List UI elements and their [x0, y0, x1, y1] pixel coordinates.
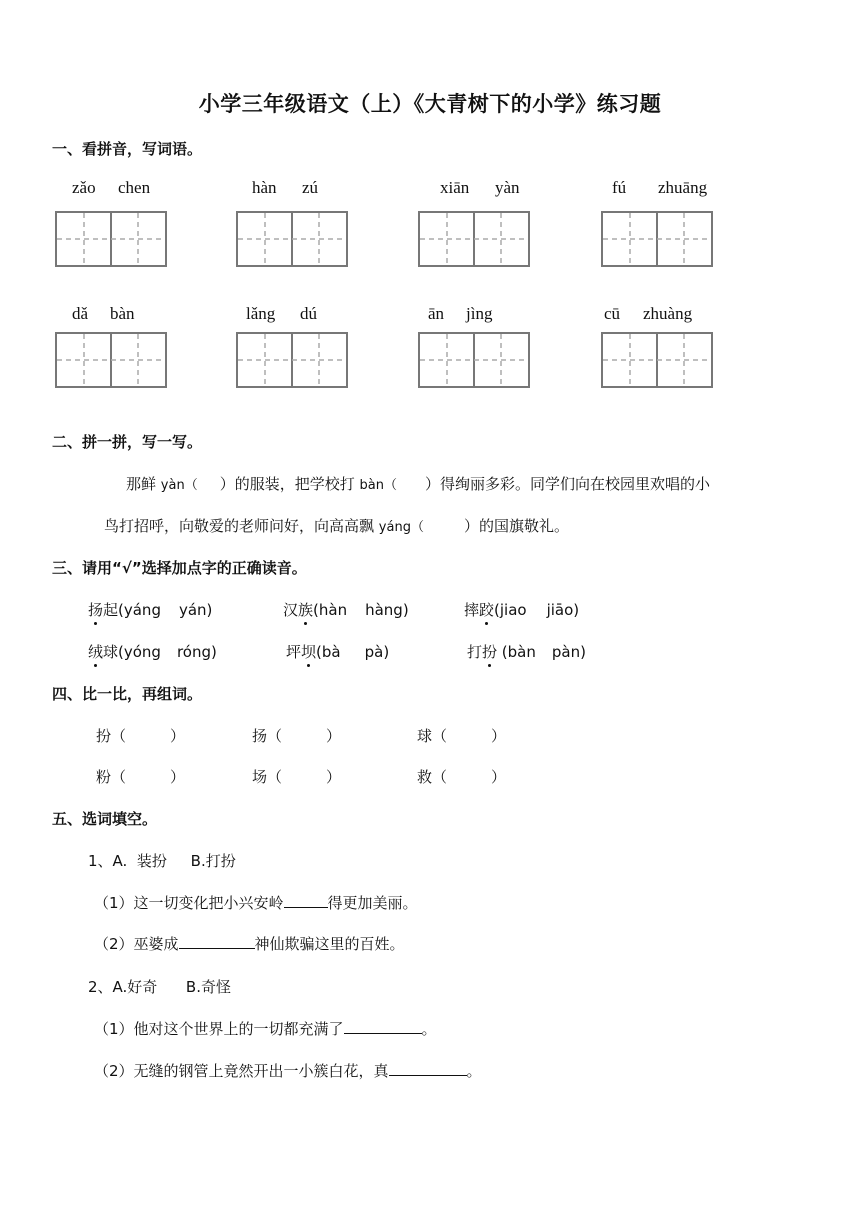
- reading-choice: [283, 599, 409, 620]
- grid-guides: [420, 334, 528, 386]
- option-1[interactable]: 起(yáng: [103, 601, 161, 619]
- paragraph-line-2: [104, 515, 569, 536]
- section-5-heading: 五、选词填空。: [52, 810, 158, 828]
- option-2[interactable]: jiāo): [546, 601, 580, 619]
- pinyin-prompt: bàn（: [359, 478, 397, 493]
- compare-item: [417, 725, 506, 746]
- reading-choice: [467, 641, 586, 662]
- pinyin-8b: zhuàng: [643, 304, 693, 323]
- dotted-char: 族: [298, 601, 314, 619]
- question-text: （1）他对这个世界上的一切都充满了: [94, 1020, 344, 1038]
- pinyin-1b: chen: [118, 178, 151, 197]
- char: 坪: [286, 643, 302, 661]
- pinyin-3a: xiān: [440, 178, 470, 197]
- paren-open: （: [432, 768, 448, 786]
- page-title: 小学三年级语文（上）《大青树下的小学》练习题: [198, 92, 662, 116]
- question-1-1: [94, 892, 418, 913]
- writing-grid[interactable]: [418, 211, 530, 267]
- reading-choice: [464, 599, 579, 620]
- paren-close: ）: [326, 727, 342, 745]
- char: 球: [417, 727, 433, 745]
- question-text: 神仙欺骗这里的百姓。: [254, 935, 405, 953]
- option-1[interactable]: (jiao: [494, 601, 527, 619]
- answer-blank[interactable]: [344, 1033, 422, 1034]
- option-1[interactable]: (bà: [316, 643, 341, 661]
- section-1-heading: 一、看拼音，写词语。: [52, 140, 203, 158]
- compare-item: [96, 725, 185, 746]
- question-text: （2）巫婆成: [94, 935, 179, 953]
- paren-open: （: [111, 768, 127, 786]
- pinyin-4b: zhuāng: [658, 178, 708, 197]
- option-2[interactable]: pàn): [551, 643, 586, 661]
- question-text: 得更加美丽。: [327, 894, 418, 912]
- paren-close: ）: [170, 727, 186, 745]
- dotted-char: 扬: [88, 601, 104, 619]
- char: 摔: [464, 601, 480, 619]
- text-segment: ）的国旗敬礼。: [463, 517, 569, 535]
- paren-close: ）: [170, 768, 186, 786]
- paren-close: ）: [491, 768, 507, 786]
- grid-guides: [238, 213, 346, 265]
- dotted-char: 跤: [479, 601, 495, 619]
- pinyin-7a: ān: [428, 304, 445, 323]
- dotted-char: 扮: [482, 643, 498, 661]
- dotted-char: 绒: [88, 643, 104, 661]
- grid-guides: [420, 213, 528, 265]
- paren-open: （: [267, 768, 283, 786]
- paren-close: ）: [326, 768, 342, 786]
- grid-guides: [238, 334, 346, 386]
- option-2[interactable]: pà): [364, 643, 390, 661]
- paren-open: （: [111, 727, 127, 745]
- pinyin-5b: bàn: [110, 304, 135, 323]
- char: 场: [252, 768, 268, 786]
- pinyin-5a: dǎ: [72, 304, 89, 323]
- question-2-2: [94, 1060, 482, 1081]
- compare-item: [252, 766, 341, 787]
- pinyin-prompt: yàn（: [160, 478, 198, 493]
- paren-open: （: [267, 727, 283, 745]
- option-2[interactable]: róng): [176, 643, 217, 661]
- question-text: （2）无缝的钢管上竟然开出一小簇白花，真: [94, 1062, 389, 1080]
- char: 粉: [96, 768, 112, 786]
- writing-grid[interactable]: [55, 332, 167, 388]
- reading-choice: [88, 641, 217, 662]
- char: 汉: [283, 601, 299, 619]
- paren-open: （: [432, 727, 448, 745]
- char: 打: [467, 643, 483, 661]
- question-2-1: [94, 1018, 437, 1039]
- question-text: 。: [466, 1062, 482, 1080]
- pinyin-6a: lǎng: [246, 304, 276, 323]
- writing-grid[interactable]: [236, 332, 348, 388]
- pinyin-6b: dú: [300, 304, 317, 323]
- compare-item: [252, 725, 341, 746]
- group-2-options: 2、A.好奇 B.奇怪: [88, 978, 231, 996]
- answer-blank[interactable]: [284, 907, 328, 908]
- pinyin-1a: zǎo: [72, 178, 96, 197]
- writing-grid[interactable]: [601, 211, 713, 267]
- option-1[interactable]: (hàn: [313, 601, 348, 619]
- pinyin-prompt: yáng（: [378, 520, 424, 535]
- reading-choice: [88, 599, 212, 620]
- text-segment: ）得绚丽多彩。同学们向在校园里欢唱的小: [424, 475, 710, 493]
- compare-item: [417, 766, 506, 787]
- section-4-heading: 四、比一比，再组词。: [52, 685, 203, 703]
- grid-guides: [57, 334, 165, 386]
- text-segment: ）的服装，把学校打: [219, 475, 355, 493]
- char: 扬: [252, 727, 268, 745]
- answer-blank[interactable]: [389, 1075, 467, 1076]
- dotted-char: 坝: [301, 643, 317, 661]
- writing-grid[interactable]: [418, 332, 530, 388]
- grid-guides: [603, 213, 711, 265]
- answer-blank[interactable]: [179, 948, 255, 949]
- grid-guides: [57, 213, 165, 265]
- group-1-options: 1、A. 装扮 B.打扮: [88, 852, 236, 870]
- text-segment: 鸟打招呼，向敬爱的老师问好，向高高飘: [104, 517, 375, 535]
- reading-choice: [286, 641, 389, 662]
- compare-item: [96, 766, 185, 787]
- text-segment: 那鲜: [126, 475, 157, 493]
- char: 救: [417, 768, 433, 786]
- section-2-heading: 二、拼一拼，写一写。: [52, 433, 203, 451]
- char: 扮: [96, 727, 112, 745]
- pinyin-3b: yàn: [495, 178, 520, 197]
- writing-grid[interactable]: [236, 211, 348, 267]
- question-1-2: [94, 933, 405, 954]
- question-text: （1）这一切变化把小兴安岭: [94, 894, 284, 912]
- paragraph-line-1: [126, 473, 710, 494]
- writing-grid[interactable]: [55, 211, 167, 267]
- writing-grid[interactable]: [601, 332, 713, 388]
- option-2[interactable]: hàng): [365, 601, 409, 619]
- pinyin-8a: cū: [604, 304, 621, 323]
- paren-close: ）: [491, 727, 507, 745]
- question-text: 。: [421, 1020, 437, 1038]
- grid-guides: [603, 334, 711, 386]
- pinyin-2a: hàn: [252, 178, 277, 197]
- pinyin-2b: zú: [302, 178, 319, 197]
- option-1[interactable]: (bàn: [497, 643, 536, 661]
- pinyin-4a: fú: [612, 178, 627, 197]
- pinyin-7b: jìng: [466, 304, 493, 323]
- option-1[interactable]: 球(yóng: [103, 643, 161, 661]
- section-3-heading: 三、请用“√”选择加点字的正确读音。: [52, 559, 307, 577]
- option-2[interactable]: yán): [178, 601, 213, 619]
